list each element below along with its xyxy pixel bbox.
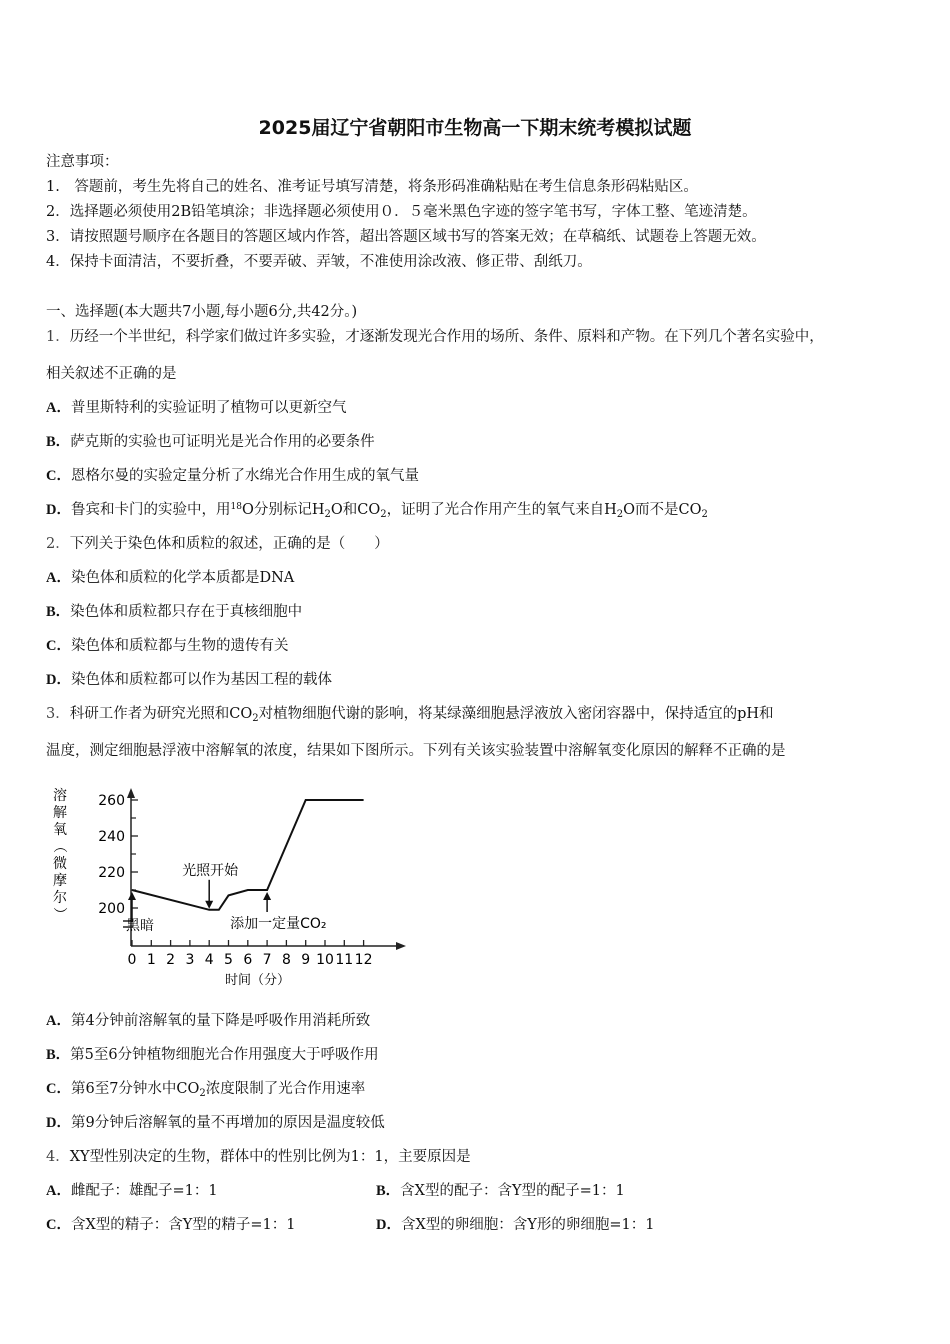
annotation-arrowhead [263, 892, 271, 900]
q3-option-b: B．第5至6分钟植物细胞光合作用强度大于呼吸作用 [46, 1047, 379, 1063]
chart-y-arrow [127, 788, 135, 798]
notice-item-3: 3．请按照题号顺序在各题目的答题区域内作答，超出答题区域书写的答案无效；在草稿纸、试题卷上答题无效。 [46, 229, 766, 245]
annotation-arrowhead [205, 901, 213, 909]
x-tick-label: 6 [243, 952, 253, 968]
annotation-arrowhead [128, 892, 136, 900]
q3-option-c: C．第6至7分钟水中$CO_2$浓度限制了光合作用速率 [46, 1081, 366, 1099]
dissolved-oxygen-chart [46, 780, 426, 995]
chart-xlabel: 时间（分） [224, 973, 290, 988]
page-title: 2025届辽宁省朝阳市生物高一下期末统考模拟试题 [258, 117, 692, 139]
y-tick-label: 220 [98, 865, 125, 881]
x-tick-label: 3 [185, 952, 195, 968]
x-tick-label: 2 [166, 952, 176, 968]
notice-item-2: 2．选择题必须使用2B铅笔填涂；非选择题必须使用０．５毫米黑色字迹的签字笔书写，字体工整、笔迹清楚。 [46, 204, 757, 220]
notice-heading: 注意事项： [46, 154, 119, 170]
q3-option-d: D．第9分钟后溶解氧的量不再增加的原因是温度较低 [46, 1115, 385, 1131]
x-tick-label: 9 [301, 952, 311, 968]
q3-stem: 3．科研工作者为研究光照和$CO_2$对植物细胞代谢的影响，将某绿藻细胞悬浮液放入密闭容器中，保持适宜的pH和 [46, 706, 774, 724]
x-tick-label: 8 [281, 952, 291, 968]
notice-item-4: 4．保持卡面清洁，不要折叠，不要弄破、弄皱，不准使用涂改液、修正带、刮纸刀。 [46, 254, 592, 270]
annotation-dark: 黑暗 [126, 918, 154, 934]
q4-option-c: C．含X型的精子：含Y型的精子=1：1 [46, 1217, 296, 1233]
notice-item-1: 1. 答题前，考生先将自己的姓名、准考证号填写清楚，将条形码准确粘贴在考生信息条形码粘贴区。 [46, 179, 698, 195]
x-tick-label: 7 [262, 952, 272, 968]
x-tick-label: 5 [224, 952, 233, 968]
q1-stem-line2: 相关叙述不正确的是 [46, 366, 177, 382]
x-tick-label: 4 [204, 952, 214, 968]
ylabel-char: 氧 [53, 822, 67, 838]
q1-option-b: B．萨克斯的实验也可证明光是光合作用的必要条件 [46, 434, 375, 450]
q1-stem: 1．历经一个半世纪，科学家们做过许多实验，才逐渐发现光合作用的场所、条件、原料和产物。在下列几个著名实验中， [46, 329, 824, 345]
q2-stem: 2．下列关于染色体和质粒的叙述，正确的是（ ） [46, 536, 389, 552]
ylabel-char: 解 [53, 805, 67, 821]
ylabel-char: （ [51, 839, 67, 853]
q2-option-b: B．染色体和质粒都只存在于真核细胞中 [46, 604, 303, 620]
section-heading: 一、选择题(本大题共7小题,每小题6分,共42分。) [46, 304, 358, 320]
ylabel-char: 微 [53, 856, 67, 872]
q2-option-d: D．染色体和质粒都可以作为基因工程的载体 [46, 672, 332, 688]
annotation-light-start: 光照开始 [182, 862, 239, 879]
chart-x-ticks [128, 940, 373, 968]
ylabel-char: 摩 [53, 873, 67, 889]
q4-option-b: B．含X型的配子：含Y型的配子=1：1 [376, 1183, 625, 1199]
q1-option-c: C．恩格尔曼的实验定量分析了水绵光合作用生成的氧气量 [46, 468, 419, 484]
x-tick-label: 1 [146, 952, 156, 968]
x-tick-label: 12 [354, 952, 373, 968]
chart-ylabel [51, 787, 67, 921]
q4-option-a: A．雌配子：雄配子=1：1 [46, 1183, 218, 1199]
q1-number: 1． [46, 329, 70, 345]
annotation-add-co2: 添加一定量CO₂ [230, 916, 327, 932]
q3-stem-line2: 温度，测定细胞悬浮液中溶解氧的浓度，结果如下图所示。下列有关该实验装置中溶解氧变化原因的解释不正确的是 [46, 743, 786, 759]
x-tick-label: 0 [127, 952, 137, 968]
q1-option-a: A．普里斯特利的实验证明了植物可以更新空气 [46, 400, 347, 416]
ylabel-char: ） [51, 907, 67, 921]
x-tick-label: 10 [316, 952, 334, 968]
q2-option-c: C．染色体和质粒都与生物的遗传有关 [46, 638, 289, 654]
q3-option-a: A．第4分钟前溶解氧的量下降是呼吸作用消耗所致 [46, 1013, 371, 1029]
q1-option-d: D．鲁宾和卡门的实验中，用$^{18}$O分别标记$H_2O$和$CO_2$，证明了光合作用产生的氧气来自$H_2O$而不是$CO_2$ [46, 502, 708, 520]
ylabel-char: 溶 [53, 788, 67, 804]
y-tick-label: 260 [98, 793, 125, 809]
chart-series-line [132, 800, 364, 910]
x-tick-label: 11 [335, 952, 354, 968]
y-tick-label: 200 [98, 901, 125, 917]
y-tick-label: 240 [98, 829, 125, 845]
chart-x-arrow [396, 942, 406, 950]
q4-option-d: D．含X型的卵细胞：含Y形的卵细胞=1：1 [376, 1217, 655, 1233]
q2-option-a: A．染色体和质粒的化学本质都是DNA [46, 570, 295, 586]
q4-stem: 4．XY型性别决定的生物，群体中的性别比例为1：1，主要原因是 [46, 1149, 471, 1165]
ylabel-char: 尔 [53, 890, 67, 906]
